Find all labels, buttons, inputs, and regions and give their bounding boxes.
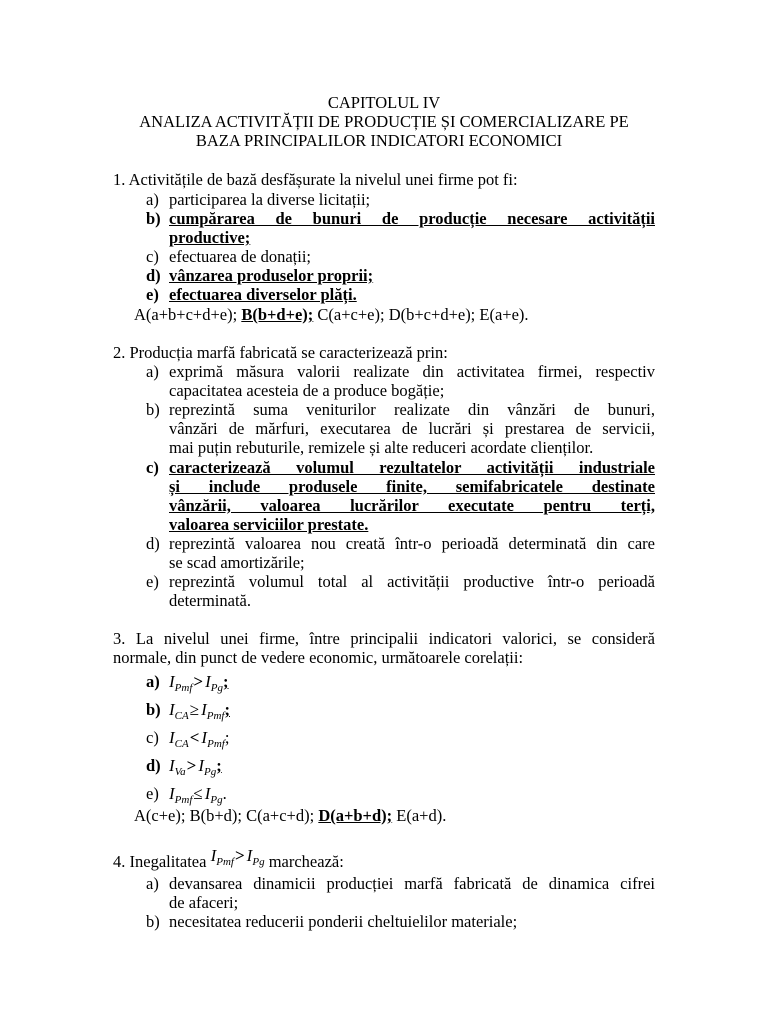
q2-option-a-text-line2: capacitatea acesteia de a produce bogăție;	[169, 381, 445, 400]
q4-option-b-text: necesitatea reducerii ponderii cheltuielilor materiale;	[169, 912, 518, 931]
q2-option-c-text-line4: valoarea serviciilor prestate.	[169, 515, 369, 534]
q2-option-e-text-line1: reprezintă volumul total al activității productive într-o perioadă	[169, 572, 655, 591]
q1-answer-e: E(a+e).	[479, 305, 529, 324]
q2-option-b-text-line3: mai puțin rebuturile, remizele și alte reduceri acordate clienților.	[169, 438, 594, 457]
q4-question-suffix: marchează:	[268, 852, 344, 871]
q1-answer-b: B(b+d+e);	[241, 305, 314, 324]
q1-answers	[134, 305, 768, 324]
q1-option-b-letter: b)	[146, 209, 161, 228]
q2-option-b-text-line2: vânzări de mărfuri, executarea de lucrări și prestarea de servicii,	[169, 419, 655, 438]
q1-answer-c: C(a+c+e);	[317, 305, 385, 324]
q4-option-b-letter: b)	[146, 912, 160, 931]
q1-option-d-text: vânzarea produselor proprii;	[169, 266, 374, 285]
q1-option-e-letter: e)	[146, 285, 159, 304]
q3-option-c-letter: c)	[146, 728, 159, 747]
q4-option-a-text-line1: devansarea dinamicii producției marfă fabricată de dinamica cifrei	[169, 874, 655, 893]
q3-option-d	[146, 756, 446, 782]
q3-option-c	[146, 728, 446, 754]
q2-option-c-text-line1: caracterizează volumul rezultatelor activității industriale	[169, 458, 655, 477]
q3-answer-c: C(a+c+d);	[246, 806, 315, 825]
q3-option-a-formula: $I_{Pmf}> I_{Pg}$	[169, 672, 223, 694]
q1-question: 1. Activitățile de bază desfășurate la nivelul unei firme pot fi:	[113, 170, 518, 189]
q1-option-c-letter: c)	[146, 247, 159, 266]
q2-option-c-letter: c)	[146, 458, 159, 477]
q2-option-b-letter: b)	[146, 400, 160, 419]
q2-option-e-text-line2: determinată.	[169, 591, 252, 610]
q3-option-b	[146, 700, 446, 726]
q4-question-prefix: 4. Inegalitatea	[113, 852, 207, 871]
q3-option-d-formula: $I_{Va}> I_{Pg}$	[169, 756, 217, 778]
q2-option-d-letter: d)	[146, 534, 160, 553]
q3-option-d-letter: d)	[146, 756, 161, 775]
q2-option-b-text-line1: reprezintă suma veniturilor realizate din vânzări de bunuri,	[169, 400, 655, 419]
q3-option-c-end: ;	[224, 728, 230, 747]
q4-option-a-text-line2: de afaceri;	[169, 893, 239, 912]
q1-answer-d: D(b+c+d+e);	[388, 305, 476, 324]
q3-option-e-formula: $I_{Pmf}\le I_{Pg}$	[169, 784, 223, 806]
q3-option-a-letter: a)	[146, 672, 160, 691]
q1-option-b-text-line2: productive;	[169, 228, 251, 247]
q1-option-a-text: participarea la diverse licitații;	[169, 190, 371, 209]
q1-option-d-letter: d)	[146, 266, 161, 285]
q1-option-a-letter: a)	[146, 190, 159, 209]
chapter-title-line2: BAZA PRINCIPALILOR INDICATORI ECONOMICI	[195, 131, 563, 150]
q3-question-line1: 3. La nivelul unei firme, între principalii indicatori valorici, se consideră	[113, 629, 655, 648]
q3-option-c-formula: $I_{CA}< I_{Pmf}$	[169, 728, 225, 750]
q3-option-b-letter: b)	[146, 700, 161, 719]
q3-option-d-end: ;	[216, 756, 222, 775]
q3-question-line2: normale, din punct de vedere economic, următoarele corelații:	[113, 648, 524, 667]
q2-option-d-text-line1: reprezintă valoarea nou creată într-o perioadă determinată din care	[169, 534, 655, 553]
q3-answer-d: D(a+b+d);	[318, 806, 393, 825]
q3-option-b-end: ;	[224, 700, 230, 719]
q2-option-a-text-line1: exprimă măsura valorii realizate din activitatea firmei, respectiv	[169, 362, 655, 381]
q1-option-e-text: efectuarea diverselor plăți.	[169, 285, 357, 304]
q4-option-a-letter: a)	[146, 874, 159, 893]
q3-answer-e: E(a+d).	[396, 806, 447, 825]
chapter-title-line1: ANALIZA ACTIVITĂȚII DE PRODUCȚIE ȘI COMERCIALIZARE PE	[139, 112, 629, 131]
q1-option-b-text-line1: cumpărarea de bunuri de producție necesare activității	[169, 209, 655, 228]
q3-option-a	[146, 672, 446, 698]
q2-option-c-text-line2: și include produsele finite, semifabricatele destinate	[169, 477, 655, 496]
q4-inequality: $I_{Pmf}> I_{Pg}$	[210, 846, 265, 868]
q3-answer-b: B(b+d);	[189, 806, 242, 825]
q3-answer-a: A(c+e);	[134, 806, 186, 825]
q2-question: 2. Producția marfă fabricată se caracterizează prin:	[113, 343, 448, 362]
q3-option-b-formula: $I_{CA}\ge I_{Pmf}$	[169, 700, 225, 722]
q2-option-e-letter: e)	[146, 572, 159, 591]
q1-answer-a: A(a+b+c+d+e);	[134, 305, 238, 324]
q3-answers	[134, 806, 768, 825]
q2-option-a-letter: a)	[146, 362, 159, 381]
q1-option-c-text: efectuarea de donații;	[169, 247, 311, 266]
q2-option-c-text-line3: vânzării, valoarea lucrărilor executate pentru terți,	[169, 496, 655, 515]
q3-option-a-end: ;	[223, 672, 229, 691]
q2-option-d-text-line2: se scad amortizările;	[169, 553, 305, 572]
q3-option-e-end: .	[222, 784, 227, 803]
q3-option-e-letter: e)	[146, 784, 159, 803]
chapter-heading: CAPITOLUL IV	[327, 93, 441, 112]
